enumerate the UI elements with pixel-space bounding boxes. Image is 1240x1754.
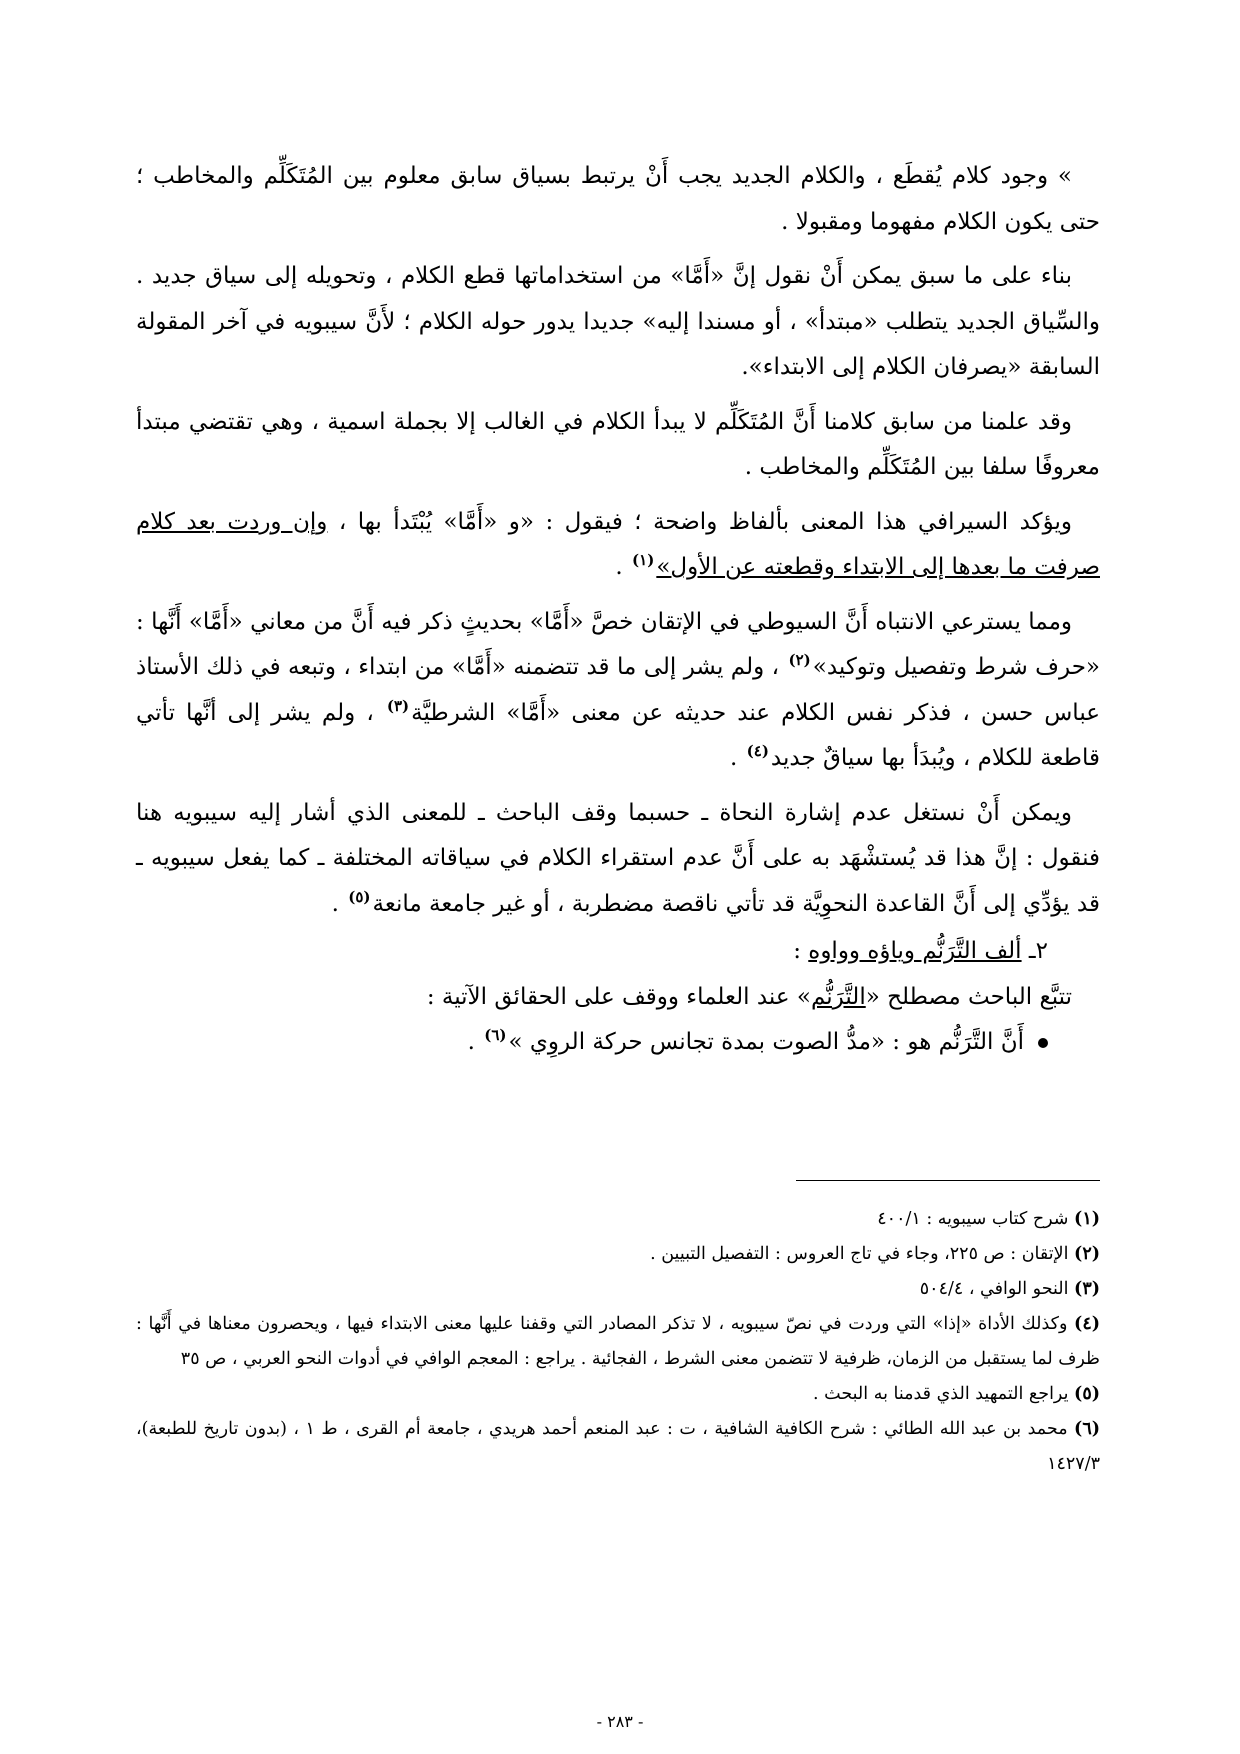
paragraph — [136, 400, 1100, 491]
paragraph-text: ويؤكد السيرافي هذا المعنى بألفاظ واضحة ؛ فيقول : «و «أَمَّا» يُبْتَدأ بها ، — [327, 508, 1072, 535]
paragraph-continuation — [136, 154, 1100, 245]
footnote-text: يراجع التمهيد الذي قدمنا به البحث . — [813, 1384, 1075, 1404]
bullet-icon — [1038, 1038, 1048, 1048]
footnote-text: الإتقان : ص ٢٢٥، وجاء في تاج العروس : التفصيل التبيين . — [650, 1244, 1075, 1264]
section-colon: : — [793, 938, 809, 964]
paragraph-text: » وجود كلام يُقطَع ، والكلام الجديد يجب أَنْ يرتبط بسياق سابق معلوم بين المُتَكَلِّم والمخاطب ؛ حتى يكون الكلام مفهوما ومقبولا . — [136, 163, 1100, 235]
bullet-text: . — [467, 1029, 483, 1055]
paragraph-text: ، ولم يشر إلى ما قد تتضمنه «أَمَّا» من ابتداء ، وتبعه في ذلك الأستاذ عباس حسن ، فذكر نفس الكلام عند حديثه عن معنى «أَمَّا» الشرطيَّة — [136, 654, 1100, 726]
footnote-number: (٥) — [1074, 1384, 1100, 1404]
footnote-ref[interactable]: (١) — [632, 551, 655, 570]
bullet-item — [136, 1020, 1100, 1066]
footnote-text: شرح كتاب سيبويه : ٤٠٠/١ — [877, 1209, 1075, 1229]
footnote-text: وكذلك الأداة «إذا» التي وردت في نصّ سيبويه ، لا تذكر المصادر التي وقفنا عليها معنى الابتداء فيها ، ويحصرون معناها في أَنَّها : ظرف لما يستقبل من الزمان، ظرفية لا تتضمن معنى الشرط ، الفجائية . يراجع : المعجم الوافي في أدوات النحو العربي ، ص ٣٥ — [136, 1314, 1100, 1369]
term-tarannum: التَّرَنُّم — [810, 983, 866, 1010]
bullet-text: أَنَّ التَّرَنُّم هو : «مدُّ الصوت بمدة تجانس حركة الروِي » — [508, 1029, 1024, 1055]
paragraph-text: . — [615, 554, 631, 580]
page-number: - ٢٨٣ - — [596, 1712, 644, 1731]
paragraph-text: . — [730, 745, 745, 771]
footnote-number: (٤) — [1074, 1314, 1100, 1334]
paragraph — [136, 791, 1100, 928]
footnote-text: النحو الوافي ، ٥٠٤/٤ — [919, 1279, 1075, 1299]
footnote — [136, 1307, 1100, 1377]
section-intro — [136, 975, 1100, 1021]
footnote-separator — [796, 1180, 1100, 1181]
footnote-ref[interactable]: (٤) — [746, 742, 769, 761]
section-number: ٢ـ — [1028, 938, 1048, 964]
paragraph — [136, 500, 1100, 591]
footnote-number: (٢) — [1074, 1244, 1100, 1264]
footnote-ref[interactable]: (٣) — [386, 696, 410, 715]
paragraph-text: ويمكن أَنْ نستغل عدم إشارة النحاة ـ حسبما وقف الباحث ـ للمعنى الذي أشار إليه سيبويه هنا فنقول : إنَّ هذا قد يُستشْهَد به على أَنَّ عدم استقراء الكلام في سياقاته المختلفة ـ كما يفعل سيبويه ـ قد يؤدِّي إلى أَنَّ القاعدة النحوِيَّة قد تأتي ناقصة مضطربة ، أو غير جامعة مانعة — [136, 799, 1100, 917]
section-title: ألف التَّرَنُّم وياؤه وواوه — [808, 938, 1022, 964]
footnote — [136, 1202, 1100, 1237]
paragraph — [136, 254, 1100, 391]
underlined-quote: وإن وردت بعد كلام صرفت ما بعدها إلى الابتداء وقطعته عن الأول» — [136, 508, 1100, 580]
footnote-number: (٣) — [1074, 1279, 1100, 1299]
intro-text: » عند العلماء ووقف على الحقائق الآتية : — [426, 983, 811, 1010]
footnote-number: (٦) — [1074, 1419, 1101, 1439]
footnote-ref[interactable]: (٦) — [484, 1026, 507, 1045]
paragraph-text: وقد علمنا من سابق كلامنا أَنَّ المُتَكَلِّم لا يبدأ الكلام في الغالب إلا بجملة اسمية ، وهي تقتضي مبتدأ معروفًا سلفا بين المُتَكَلِّم والمخاطب . — [136, 408, 1100, 480]
footnote — [136, 1377, 1100, 1412]
footnote-ref[interactable]: (٢) — [788, 651, 811, 670]
footnote-ref[interactable]: (٥) — [348, 887, 371, 906]
footnote — [136, 1272, 1100, 1307]
paragraph-text: ومما يسترعي الانتباه أَنَّ السيوطي في الإتقان خصَّ «أَمَّا» بحديثٍ ذكر فيه أَنَّ من معاني «أَمَّا» أَنَّها : «حرف شرط وتفصيل وتوكيد» — [136, 608, 1100, 680]
paragraph-text: ، ولم يشر إلى أنَّها تأتي قاطعة للكلام ، ويُبدَأ بها سياقٌ جديد — [136, 699, 1100, 771]
body-text — [136, 154, 1100, 1066]
intro-text: تتبَّع الباحث مصطلح « — [865, 983, 1072, 1010]
footnotes — [136, 1202, 1100, 1482]
paragraph — [136, 600, 1100, 782]
paragraph-text: بناء على ما سبق يمكن أَنْ نقول إنَّ «أَمَّا» من استخداماتها قطع الكلام ، وتحويله إلى سياق جديد . والسِّياق الجديد يتطلب «مبتدأ» ، أو مسندا إليه» جديدا يدور حوله الكلام ؛ لأَنَّ سيبويه في آخر المقولة السابقة «يصرفان الكلام إلى الابتداء». — [136, 263, 1100, 380]
footnote-text: محمد بن عبد الله الطائي : شرح الكافية الشافية ، ت : عبد المنعم أحمد هريدي ، جامعة أم القرى ، ط ١ ، (بدون تاريخ للطبعة)، ١٤٢٧/٣ — [136, 1419, 1100, 1474]
footnote — [136, 1412, 1100, 1482]
footnote — [136, 1237, 1100, 1272]
footnote-number: (١) — [1074, 1209, 1100, 1229]
paragraph-text: . — [331, 890, 347, 917]
section-heading — [136, 929, 1100, 975]
